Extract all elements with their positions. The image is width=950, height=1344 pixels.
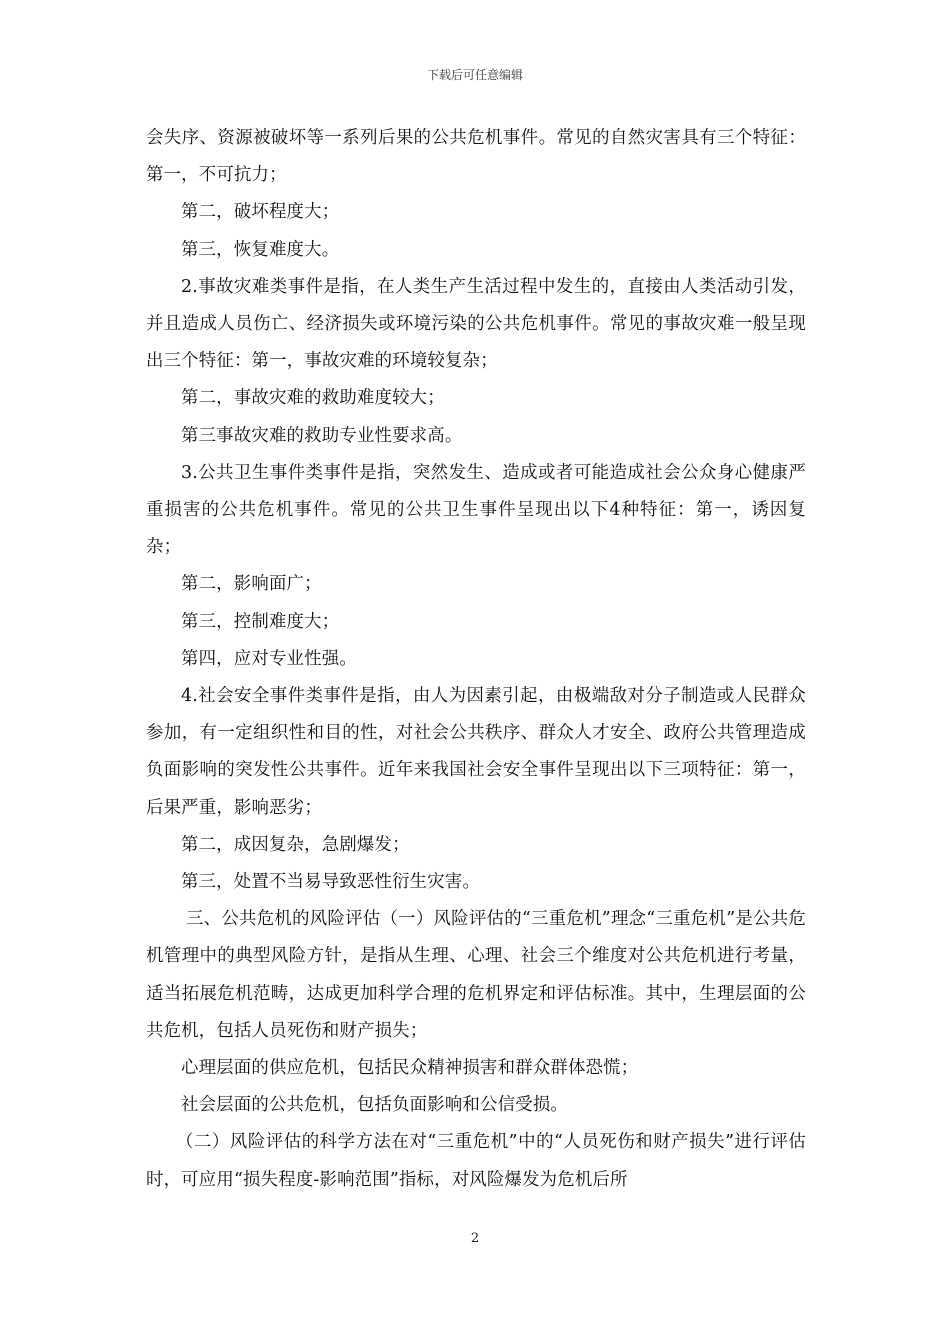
paragraph-12: 第二，成因复杂，急剧爆发； <box>181 834 410 855</box>
paragraph-11: 4.社会安全事件类事件是指，由人为因素引起，由极端敌对分子制造或人民群众参加，有一定组织性和目的性，对社会公共秩序、群众人才安全、政府公共管理造成负面影响的突发性公共事件。近年来我国社会安全事件呈现出以下三项特征：第一，后果严重，影响恶劣； <box>146 686 806 818</box>
paragraph-14: 三、公共危机的风险评估（一）风险评估的“三重危机”理念“三重危机”是公共危机管理中的典型风险方针，是指从生理、心理、社会三个维度对公共危机进行考量，适当拓展危机范畴，达成更加科学合理的危机界定和评估标准。其中，生理层面的公共危机，包括人员死伤和财产损失； <box>146 909 806 1041</box>
page-header: 下载后可任意编辑 <box>426 68 523 82</box>
page-number: 2 <box>470 1231 480 1246</box>
paragraph-15: 心理层面的供应危机，包括民众精神损害和群众群体恐慌； <box>181 1058 639 1079</box>
paragraph-7: 3.公共卫生事件类事件是指，突然发生、造成或者可能造成社会公众身心健康严重损害的公共危机事件。常见的公共卫生事件呈现出以下4种特征：第一，诱因复杂； <box>146 462 806 558</box>
paragraph-5: 第二，事故灾难的救助难度较大； <box>181 388 445 409</box>
paragraph-13: 第三，处置不当易导致恶性衍生灾害。 <box>181 872 481 893</box>
paragraph-17: （二）风险评估的科学方法在对“三重危机”中的“人员死伤和财产损失”进行评估时，可应用“损失程度-影响范围”指标，对风险爆发为危机后所 <box>146 1132 806 1190</box>
paragraph-8: 第二，影响面广； <box>181 574 322 595</box>
paragraph-1: 会失序、资源被破坏等一系列后果的公共危机事件。常见的自然灾害具有三个特征：第一，不可抗力； <box>146 128 806 186</box>
paragraph-2: 第二，破坏程度大； <box>181 202 340 223</box>
paragraph-4: 2.事故灾难类事件是指，在人类生产生活过程中发生的，直接由人类活动引发，并且造成人员伤亡、经济损失或环境污染的公共危机事件。常见的事故灾难一般呈现出三个特征：第一，事故灾难的环境较复杂； <box>146 276 806 372</box>
paragraph-10: 第四，应对专业性强。 <box>181 648 357 669</box>
paragraph-9: 第三，控制难度大； <box>181 611 340 632</box>
paragraph-3: 第三，恢复难度大。 <box>181 239 340 260</box>
paragraph-6: 第三事故灾难的救助专业性要求高。 <box>181 425 463 446</box>
document-body <box>146 120 806 1199</box>
paragraph-16: 社会层面的公共危机，包括负面影响和公信受损。 <box>181 1095 568 1116</box>
